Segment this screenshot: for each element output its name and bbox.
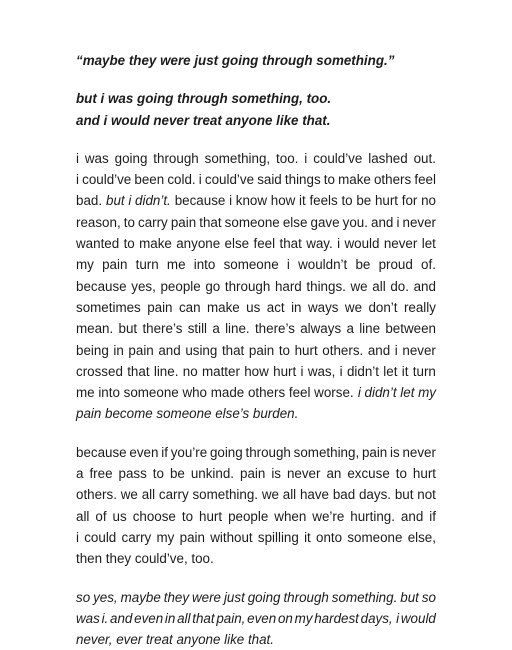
word: never xyxy=(402,342,436,358)
word: so xyxy=(421,589,436,605)
word: carry xyxy=(158,487,189,503)
word: we xyxy=(350,278,368,294)
word: act xyxy=(266,299,285,315)
word: line xyxy=(359,321,381,337)
word: in xyxy=(113,342,124,358)
word: anyone xyxy=(176,236,221,252)
word: pain xyxy=(248,342,275,358)
word: bad xyxy=(332,487,356,503)
word: us xyxy=(112,508,127,524)
word: i xyxy=(300,363,304,379)
word: i xyxy=(198,172,202,188)
word: but xyxy=(118,321,138,337)
word: you’re xyxy=(170,444,208,460)
p1-line xyxy=(76,297,436,318)
p1-emphasis: but i didn’t. xyxy=(106,193,171,209)
word: through xyxy=(283,589,329,605)
word: all xyxy=(76,508,90,524)
word: pain, xyxy=(216,610,246,626)
word: my xyxy=(156,529,175,545)
word: others xyxy=(373,172,412,188)
word: and xyxy=(400,508,424,524)
response-lines xyxy=(76,88,436,131)
word: so xyxy=(76,589,91,605)
p1-line xyxy=(76,276,436,297)
word: there’s xyxy=(254,321,295,337)
word: through xyxy=(245,444,291,460)
word: others. xyxy=(322,342,364,358)
word: hurt xyxy=(199,508,223,524)
p3-line xyxy=(76,608,436,629)
word: people xyxy=(228,508,269,524)
p1-line xyxy=(76,169,436,190)
word: it xyxy=(304,529,311,545)
word: in xyxy=(164,610,176,626)
word: hard xyxy=(274,278,302,294)
word: and xyxy=(413,278,436,294)
word: never xyxy=(383,236,418,252)
word: was xyxy=(76,610,100,626)
p1-line xyxy=(76,340,436,361)
word: to xyxy=(278,342,290,358)
word: said xyxy=(257,172,282,188)
word: excuse xyxy=(347,466,390,482)
p1-line xyxy=(76,318,436,339)
word: never xyxy=(286,466,321,482)
word: be xyxy=(169,466,185,482)
word: someone xyxy=(347,529,403,545)
word: way. xyxy=(306,236,333,252)
p1-line-mixed xyxy=(76,382,436,403)
word: that xyxy=(279,236,302,252)
word: an xyxy=(326,466,342,482)
word: matter xyxy=(201,363,240,379)
word: even xyxy=(134,610,164,626)
p1-line xyxy=(76,148,436,169)
word: was, xyxy=(307,363,336,379)
p2-line xyxy=(76,442,436,463)
word: could’ve xyxy=(204,172,255,188)
word: they xyxy=(163,589,190,605)
word: without xyxy=(210,529,253,545)
word: be xyxy=(355,257,371,273)
word: we xyxy=(344,299,363,315)
word: reason, xyxy=(76,214,121,230)
word: it xyxy=(401,363,409,379)
word: something, xyxy=(204,150,271,166)
word: going xyxy=(114,150,148,166)
word: days, xyxy=(360,610,393,626)
word: to xyxy=(395,466,407,482)
word: could xyxy=(84,529,117,545)
word: to xyxy=(152,466,164,482)
word: always xyxy=(300,321,342,337)
word: hurt xyxy=(273,363,297,379)
word: but xyxy=(400,589,419,605)
word: days. xyxy=(358,487,391,503)
word: feel xyxy=(253,236,276,252)
word: is xyxy=(271,466,281,482)
word: to xyxy=(181,508,194,524)
word: have xyxy=(299,487,330,503)
word: a xyxy=(212,321,220,337)
word: would xyxy=(400,610,436,626)
word: pain xyxy=(240,466,266,482)
p1-text: bad. xyxy=(76,193,106,209)
word: was xyxy=(84,150,109,166)
word: can xyxy=(178,299,201,315)
word: hurt xyxy=(412,466,436,482)
word: i xyxy=(304,150,308,166)
word: carry xyxy=(121,529,152,545)
word: line. xyxy=(153,363,179,379)
word: all xyxy=(372,278,386,294)
p1-text: because i know how it feels to be hurt for no xyxy=(171,193,436,209)
word: wouldn’t xyxy=(298,257,348,273)
word: make xyxy=(338,172,371,188)
word: pain xyxy=(179,529,205,545)
word: and xyxy=(158,342,181,358)
word: i xyxy=(76,150,79,166)
word: yes, xyxy=(131,278,156,294)
word: pass xyxy=(118,466,147,482)
word: using xyxy=(185,342,218,358)
word: a xyxy=(76,466,84,482)
word: but xyxy=(394,487,414,503)
word: even xyxy=(129,444,159,460)
p1-line xyxy=(76,212,436,233)
word: going xyxy=(209,444,243,460)
word: i. xyxy=(101,610,109,626)
word: out. xyxy=(413,150,436,166)
word: through xyxy=(224,278,271,294)
word: go xyxy=(205,278,221,294)
word: when xyxy=(274,508,307,524)
word: we xyxy=(261,487,279,503)
word: something. xyxy=(331,589,398,605)
opening-quote: “maybe they were just going through something.” xyxy=(76,53,395,68)
word: just xyxy=(223,589,245,605)
word: choose xyxy=(132,508,176,524)
word: i xyxy=(76,172,79,188)
word: in xyxy=(291,299,302,315)
paragraph-1 xyxy=(76,148,436,425)
p1-line xyxy=(76,361,436,382)
word: on xyxy=(277,610,293,626)
word: ways xyxy=(307,299,339,315)
document-page xyxy=(76,50,436,650)
p1-line xyxy=(76,254,436,275)
word: i xyxy=(286,257,290,273)
p2-line xyxy=(76,506,436,527)
word: could’ve xyxy=(82,172,132,188)
word: would xyxy=(344,236,380,252)
word: turn xyxy=(135,257,159,273)
word: all xyxy=(177,610,191,626)
word: is xyxy=(390,444,400,460)
word: to xyxy=(323,172,335,188)
word: wanted xyxy=(76,236,120,252)
word: a xyxy=(346,321,354,337)
response-line: but i was going through something, too. xyxy=(76,91,332,107)
word: of. xyxy=(421,257,436,273)
word: were xyxy=(191,589,222,605)
word: because xyxy=(76,444,127,460)
p1-emphasis: i didn’t let my xyxy=(357,385,436,401)
word: carry xyxy=(138,214,168,230)
word: to xyxy=(123,214,135,230)
word: been xyxy=(134,172,165,188)
word: else, xyxy=(407,529,436,545)
p1-line-mixed xyxy=(76,190,436,211)
word: unkind. xyxy=(190,466,235,482)
p2-line xyxy=(76,463,436,484)
word: through xyxy=(153,150,199,166)
word: into xyxy=(193,257,216,273)
word: do. xyxy=(390,278,409,294)
word: my xyxy=(76,257,94,273)
word: let xyxy=(383,363,398,379)
word: that xyxy=(192,610,215,626)
word: not xyxy=(417,487,436,503)
word: how xyxy=(244,363,269,379)
word: no xyxy=(182,363,198,379)
word: could’ve xyxy=(313,150,363,166)
word: going xyxy=(247,589,281,605)
word: because xyxy=(76,278,127,294)
word: maybe xyxy=(120,589,161,605)
word: someone xyxy=(224,214,280,230)
word: i xyxy=(339,363,343,379)
p3-last-line: never, ever treat anyone like that. xyxy=(76,632,275,648)
word: pain xyxy=(147,299,173,315)
word: that xyxy=(127,363,150,379)
word: being xyxy=(76,342,109,358)
word: too. xyxy=(276,150,299,166)
word: of xyxy=(95,508,107,524)
word: feel xyxy=(414,172,436,188)
word: crossed xyxy=(76,363,123,379)
word: all xyxy=(282,487,297,503)
word: really xyxy=(403,299,436,315)
word: cold. xyxy=(167,172,196,188)
word: lashed xyxy=(368,150,408,166)
word: i xyxy=(396,214,400,230)
word: still xyxy=(187,321,208,337)
word: others. xyxy=(76,487,117,503)
word: hardest xyxy=(314,610,359,626)
word: if xyxy=(161,444,168,460)
word: don’t xyxy=(368,299,398,315)
word: line. xyxy=(225,321,250,337)
word: we xyxy=(120,487,138,503)
word: proud xyxy=(378,257,413,273)
word: else xyxy=(282,214,308,230)
paragraph-3 xyxy=(76,587,436,650)
word: else xyxy=(224,236,250,252)
word: pain xyxy=(102,257,128,273)
word: someone xyxy=(223,257,279,273)
p1-emphasis-line: pain become someone else’s burden. xyxy=(76,406,299,422)
response-line: and i would never treat anyone like that. xyxy=(76,112,331,128)
word: make xyxy=(206,299,240,315)
word: turn xyxy=(412,363,436,379)
word: make xyxy=(139,236,172,252)
p2-line xyxy=(76,484,436,505)
p2-line xyxy=(76,527,436,548)
word: you. xyxy=(342,214,368,230)
word: mean. xyxy=(76,321,114,337)
word: spilling xyxy=(257,529,299,545)
word: that xyxy=(221,342,245,358)
p2-last-line: then they could’ve, too. xyxy=(76,551,214,567)
word: free xyxy=(89,466,113,482)
word: hurting. xyxy=(350,508,395,524)
word: something. xyxy=(192,487,258,503)
word: all xyxy=(141,487,156,503)
word: let xyxy=(421,236,436,252)
word: people xyxy=(160,278,201,294)
word: i xyxy=(76,529,79,545)
word: yes, xyxy=(93,589,118,605)
word: and xyxy=(371,214,394,230)
word: and xyxy=(367,342,391,358)
word: between xyxy=(385,321,436,337)
word: there’s xyxy=(142,321,183,337)
word: if xyxy=(429,508,436,524)
word: never xyxy=(402,214,436,230)
word: things xyxy=(284,172,321,188)
word: never xyxy=(402,444,436,460)
word: pain xyxy=(128,342,154,358)
word: my xyxy=(294,610,313,626)
word: sometimes xyxy=(76,299,141,315)
word: even xyxy=(247,610,277,626)
word: things. xyxy=(306,278,346,294)
p1-text: me into someone who made others feel worse. xyxy=(76,385,358,401)
word: pain xyxy=(361,444,388,460)
paragraph-2 xyxy=(76,442,436,570)
word: and xyxy=(110,610,133,626)
word: onto xyxy=(316,529,343,545)
word: didn’t xyxy=(346,363,379,379)
word: pain xyxy=(170,214,197,230)
word: us xyxy=(246,299,261,315)
word: we’re xyxy=(312,508,345,524)
word: i xyxy=(396,610,400,626)
word: i xyxy=(337,236,341,252)
p1-line xyxy=(76,233,436,254)
p3-line xyxy=(76,587,436,608)
word: hurt xyxy=(294,342,318,358)
word: to xyxy=(123,236,135,252)
word: that xyxy=(199,214,222,230)
word: i xyxy=(394,342,398,358)
word: something, xyxy=(293,444,360,460)
word: me xyxy=(166,257,186,273)
word: gave xyxy=(310,214,340,230)
